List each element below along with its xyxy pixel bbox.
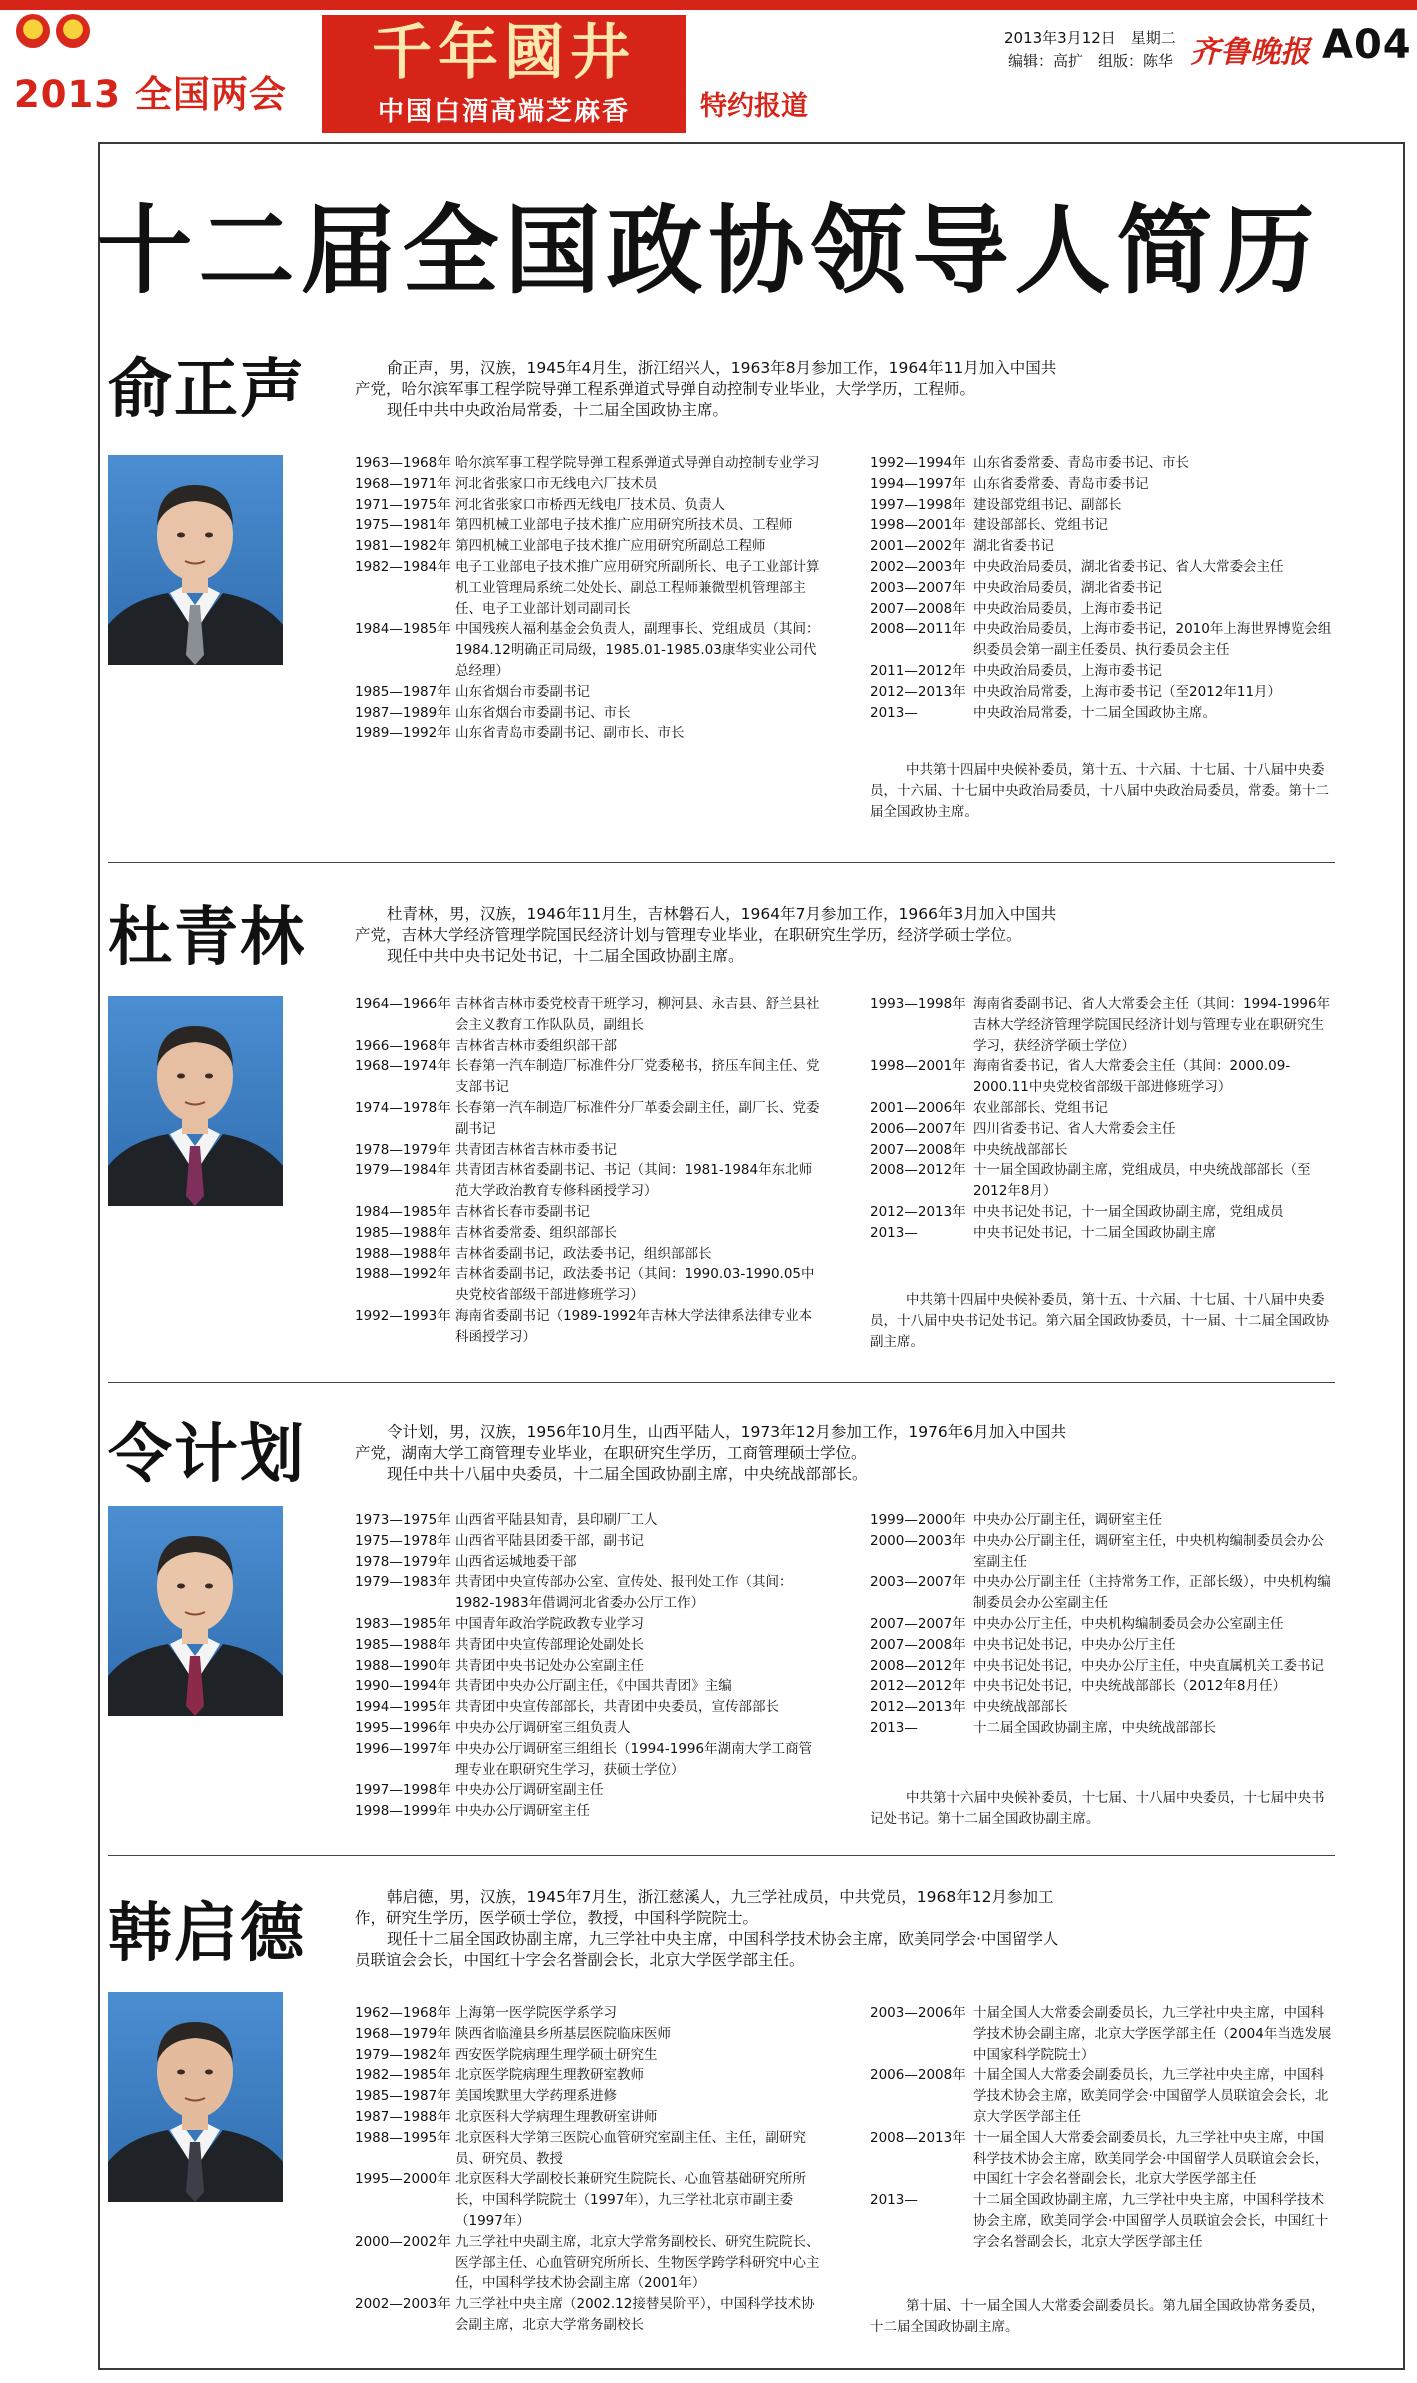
career-years: 1994—1997年	[870, 475, 966, 492]
career-description: 中央办公厅调研室三组负责人	[455, 1719, 631, 1736]
career-description: 吉林省委副书记，政法委书记，组织部部长	[455, 1245, 712, 1262]
issue-date: 2013年3月12日 星期二	[1004, 29, 1176, 47]
career-description: 山西省平陆县知青，县印刷厂工人	[455, 1512, 658, 1528]
career-description: 十二届全国政协副主席，九三学社中央主席，中国科学技术协会主席，欧美同学会·中国留学人员联谊会会长，中国红十字会名誉副会长，北京大学医学部主任	[973, 2192, 1329, 2250]
career-entry	[870, 453, 1335, 474]
career-years: 1975—1981年	[355, 517, 451, 534]
career-entry	[870, 2128, 1335, 2190]
career-description: 吉林省吉林市委组织部干部	[455, 1037, 617, 1054]
career-list-right	[870, 994, 1335, 1244]
career-description: 中国残疾人福利基金会负责人，副理事长、党组成员（其间：1984.12明确正司局级，1985.01-1985.03康华实业公司代总经理）	[455, 621, 820, 679]
career-years: 2006—2008年	[870, 2067, 966, 2084]
career-list-left	[355, 1510, 825, 1822]
career-description: 陕西省临潼县乡所基层医院临床医师	[455, 2025, 671, 2042]
national-emblem-icon	[16, 14, 50, 48]
portrait-photo	[108, 996, 283, 1206]
career-years: 2006—2007年	[870, 1120, 966, 1137]
career-entry	[355, 2065, 825, 2086]
career-years: 1979—1984年	[355, 1162, 451, 1179]
career-description: 中央政治局委员，湖北省委书记、省人大常委会主任	[973, 558, 1284, 575]
career-years: 1989—1992年	[355, 725, 451, 742]
career-entry	[870, 2003, 1335, 2065]
career-years: 1981—1982年	[355, 538, 451, 555]
editor-credits: 编辑：高扩 组版：陈华	[1008, 52, 1174, 70]
person-intro	[355, 1422, 1070, 1485]
career-entry	[355, 1098, 825, 1140]
career-entry	[355, 2024, 825, 2045]
career-years: 1994—1995年	[355, 1699, 451, 1716]
career-years: 1988—1988年	[355, 1245, 451, 1262]
career-years: 2003—2006年	[870, 2005, 966, 2021]
career-years: 2007—2008年	[870, 1141, 966, 1158]
special-report-label: 特约报道	[700, 91, 808, 122]
person-intro	[355, 358, 1070, 421]
career-entry	[355, 1552, 825, 1573]
career-description: 共青团吉林省吉林市委书记	[455, 1141, 617, 1158]
career-description: 中央政治局委员，上海市委书记	[973, 662, 1162, 679]
page-headline: 十二届全国政协领导人简历	[96, 195, 1321, 307]
career-description: 山东省烟台市委副书记、市长	[455, 704, 631, 721]
person-name: 杜青林	[108, 901, 306, 975]
intro-paragraph: 杜青林，男，汉族，1946年11月生，吉林磐石人，1964年7月参加工作，1966年3月加入中国共产党，吉林大学经济管理学院国民经济计划与管理专业毕业，在职研究生学历，经济学硕士学位。	[355, 905, 1057, 944]
career-entry	[355, 723, 825, 744]
career-description: 美国埃默里大学药理系进修	[455, 2088, 617, 2105]
career-description: 中国青年政治学院政教专业学习	[455, 1615, 644, 1632]
career-list-right	[870, 1510, 1335, 1739]
career-description: 共青团吉林省委副书记、书记（其间：1981-1984年东北师范大学政治教育专修科函授学习）	[455, 1162, 813, 1200]
top-red-band	[0, 0, 1417, 10]
page-number: A04	[1322, 22, 1412, 68]
person-name: 令计划	[108, 1418, 306, 1492]
career-years: 2003—2007年	[870, 579, 966, 596]
career-entry	[870, 1098, 1335, 1119]
advertisement-banner	[322, 15, 686, 133]
career-entry	[870, 474, 1335, 495]
career-entry	[355, 495, 825, 516]
career-years: 1993—1998年	[870, 996, 966, 1012]
career-description: 十二届全国政协副主席，中央统战部部长	[973, 1719, 1216, 1736]
career-description: 海南省委副书记、省人大常委会主任（其间：1994-1996年吉林大学经济管理学院国民经济计划与管理专业在职研究生学习，获经济学硕士学位）	[973, 996, 1331, 1054]
person-intro	[355, 904, 1070, 967]
section-title: 2013 全国两会	[14, 73, 287, 116]
career-years: 2013—	[870, 1224, 918, 1241]
career-entry	[870, 682, 1335, 703]
career-entry	[355, 1223, 825, 1244]
career-years: 2002—2003年	[355, 2296, 451, 2313]
portrait-photo	[108, 1992, 283, 2202]
career-years: 1996—1997年	[355, 1740, 451, 1757]
career-entry	[870, 1140, 1335, 1161]
career-entry	[355, 1656, 825, 1677]
career-years: 1975—1978年	[355, 1532, 451, 1549]
career-entry	[355, 994, 825, 1036]
career-entry	[870, 1572, 1335, 1614]
career-entry	[870, 578, 1335, 599]
career-years: 1974—1978年	[355, 1099, 451, 1116]
career-description: 北京医科大学第三医院心血管研究室副主任、主任，副研究员、研究员、教授	[455, 2129, 806, 2167]
career-entry	[870, 557, 1335, 578]
career-description: 中央政治局常委，十二届全国政协主席。	[973, 704, 1216, 721]
career-description: 四川省委书记、省人大常委会主任	[973, 1120, 1176, 1137]
career-entry	[870, 1718, 1335, 1739]
career-years: 1988—1990年	[355, 1657, 451, 1674]
career-years: 2008—2013年	[870, 2129, 966, 2146]
career-years: 1995—1996年	[355, 1719, 451, 1736]
career-years: 1985—1987年	[355, 683, 451, 700]
career-description: 共青团中央书记处办公室副主任	[455, 1657, 644, 1674]
career-entry	[355, 557, 825, 619]
career-entry	[355, 2086, 825, 2107]
career-description: 北京医学院病理生理教研室教师	[455, 2067, 644, 2084]
career-description: 中央统战部部长	[973, 1141, 1068, 1158]
career-entry	[870, 2190, 1335, 2252]
career-description: 山东省委常委、青岛市委书记、市长	[973, 455, 1189, 471]
career-entry	[355, 1306, 825, 1348]
career-description: 吉林省委副书记，政法委书记（其间：1990.03-1990.05中央党校省部级干部进修班学习）	[455, 1266, 815, 1304]
career-description: 河北省张家口市桥西无线电厂技术员、负责人	[455, 496, 725, 513]
career-years: 1979—1983年	[355, 1574, 451, 1591]
career-entry	[870, 994, 1335, 1056]
career-years: 1984—1985年	[355, 621, 451, 638]
career-years: 2013—	[870, 1719, 918, 1736]
career-description: 中央办公厅副主任，调研室主任，中央机构编制委员会办公室副主任	[973, 1532, 1324, 1570]
career-entry	[355, 2232, 825, 2294]
career-entry	[355, 2294, 825, 2336]
career-entry	[355, 1801, 825, 1822]
ad-brand: 千年國井	[372, 18, 636, 88]
career-description: 农业部部长、党组书记	[973, 1099, 1108, 1116]
intro-paragraph: 现任中共中央书记处书记，十二届全国政协副主席。	[387, 947, 744, 965]
career-description: 中央政治局委员，湖北省委书记	[973, 579, 1162, 596]
portrait-photo	[108, 455, 283, 665]
career-description: 共青团中央办公厅副主任，《中国共青团》主编	[455, 1678, 732, 1695]
career-description: 长春第一汽车制造厂标准件分厂革委会副主任，副厂长、党委副书记	[455, 1099, 820, 1137]
career-years: 1997—1998年	[870, 496, 966, 513]
career-entry	[870, 599, 1335, 620]
career-description: 建设部党组书记、副部长	[973, 496, 1122, 513]
career-entry	[355, 1614, 825, 1635]
career-description: 山西省运城地委干部	[455, 1553, 577, 1570]
career-years: 1971—1975年	[355, 496, 451, 513]
career-description: 西安医学院病理生理学硕士研究生	[455, 2046, 658, 2063]
career-description: 中央政治局常委，上海市委书记（至2012年11月）	[973, 683, 1282, 700]
career-years: 2012—2013年	[870, 1699, 966, 1716]
person-intro	[355, 1887, 1070, 1971]
career-entry	[355, 2107, 825, 2128]
career-description: 共青团中央宣传部理论处副处长	[455, 1636, 644, 1653]
career-entry	[870, 1656, 1335, 1677]
career-entry	[355, 1676, 825, 1697]
career-years: 2013—	[870, 704, 918, 721]
career-entry	[870, 495, 1335, 516]
career-entry	[355, 1531, 825, 1552]
career-description: 北京医科大学副校长兼研究生院院长、心血管基础研究所所长，中国科学院院士（1997年），九三学社北京市副主委（1997年）	[455, 2171, 806, 2229]
career-entry	[355, 1056, 825, 1098]
career-entry	[355, 1718, 825, 1739]
career-entry	[355, 1140, 825, 1161]
career-years: 1978—1979年	[355, 1141, 451, 1158]
career-description: 中央办公厅调研室三组组长（1994-1996年湖南大学工商管理专业在职研究生学习，获硕士学位）	[455, 1740, 813, 1778]
career-years: 1992—1993年	[355, 1307, 451, 1324]
career-description: 哈尔滨军事工程学院导弹工程系弹道式导弹自动控制专业学习	[455, 455, 820, 471]
career-entry	[870, 1676, 1335, 1697]
career-years: 1987—1988年	[355, 2108, 451, 2125]
career-entry	[870, 1119, 1335, 1140]
career-years: 2007—2008年	[870, 1636, 966, 1653]
career-description: 十一届全国人大常委会副委员长，九三学社中央主席，中国科学技术协会主席，欧美同学会·中国留学人员联谊会会长，中国红十字会名誉副会长，北京大学医学部主任	[973, 2129, 1329, 2188]
career-entry	[870, 1510, 1335, 1531]
career-description: 共青团中央宣传部部长，共青团中央委员，宣传部部长	[455, 1699, 779, 1716]
career-description: 上海第一医学院医学系学习	[455, 2005, 617, 2021]
career-years: 1978—1979年	[355, 1553, 451, 1570]
newspaper-name: 齐鲁晚报	[1190, 35, 1310, 70]
career-list-left	[355, 2003, 825, 2336]
career-years: 2012—2013年	[870, 683, 966, 700]
career-entry	[355, 2045, 825, 2066]
career-entry	[355, 1635, 825, 1656]
party-membership-summary: 中共第十四届中央候补委员，第十五、十六届、十七届、十八届中央委员，十八届中央书记处书记。第六届全国政协委员，十一届、十二届全国政协副主席。	[870, 1292, 1329, 1350]
career-entry	[355, 1739, 825, 1781]
career-years: 1968—1979年	[355, 2025, 451, 2042]
career-years: 1982—1985年	[355, 2067, 451, 2084]
career-description: 中央办公厅调研室主任	[455, 1803, 590, 1820]
career-description: 十届全国人大常委会副委员长，九三学社中央主席，中国科学技术协会副主席，北京大学医学部主任（2004年当选发展中国家科学院院士）	[973, 2005, 1332, 2063]
career-years: 2007—2007年	[870, 1615, 966, 1632]
career-years: 2008—2011年	[870, 621, 966, 638]
career-description: 山东省委常委、青岛市委书记	[973, 475, 1149, 492]
career-description: 中央政治局委员，上海市委书记	[973, 600, 1162, 617]
career-entry	[870, 1160, 1335, 1202]
career-description: 北京医科大学病理生理教研室讲师	[455, 2108, 658, 2125]
section-divider	[108, 862, 1335, 863]
career-years: 1985—1988年	[355, 1636, 451, 1653]
career-description: 中央办公厅副主任（主持常务工作，正部长级），中央机构编制委员会办公室副主任	[973, 1574, 1331, 1612]
career-description: 第四机械工业部电子技术推广应用研究所副总工程师	[455, 538, 766, 555]
career-years: 1984—1985年	[355, 1203, 451, 1220]
career-years: 2008—2012年	[870, 1657, 966, 1674]
career-description: 第四机械工业部电子技术推广应用研究所技术员、工程师	[455, 517, 793, 534]
career-entry	[870, 619, 1335, 661]
intro-paragraph: 韩启德，男，汉族，1945年7月生，浙江慈溪人，九三学社成员，中共党员，1968年12月参加工作，研究生学历，医学硕士学位，教授，中国科学院院士。	[355, 1888, 1054, 1927]
career-entry	[355, 1780, 825, 1801]
career-years: 2002—2003年	[870, 558, 966, 575]
career-list-left	[355, 994, 825, 1348]
career-description: 山东省烟台市委副书记	[455, 683, 590, 700]
career-years: 1988—1995年	[355, 2129, 451, 2146]
career-years: 1973—1975年	[355, 1512, 451, 1528]
career-years: 1962—1968年	[355, 2005, 451, 2021]
career-years: 2012—2012年	[870, 1678, 966, 1695]
career-entry	[870, 1202, 1335, 1223]
career-years: 1979—1982年	[355, 2046, 451, 2063]
career-years: 1999—2000年	[870, 1512, 966, 1528]
career-description: 中央办公厅调研室副主任	[455, 1782, 604, 1799]
career-entry	[355, 619, 825, 681]
career-years: 2008—2012年	[870, 1162, 966, 1179]
career-years: 2001—2002年	[870, 538, 966, 555]
career-description: 山东省青岛市委副书记、副市长、市长	[455, 725, 685, 742]
person-name: 韩启德	[108, 1897, 306, 1971]
career-years: 2011—2012年	[870, 662, 966, 679]
career-years: 1985—1988年	[355, 1224, 451, 1241]
career-entry	[355, 515, 825, 536]
career-list-right	[870, 453, 1335, 723]
party-membership-summary: 中共第十四届中央候补委员，第十五、十六届、十七届、十八届中央委员，十六届、十七届中央政治局委员，十八届中央政治局委员，常委。第十二届全国政协主席。	[870, 762, 1329, 820]
intro-paragraph: 俞正声，男，汉族，1945年4月生，浙江绍兴人，1963年8月参加工作，1964年11月加入中国共产党，哈尔滨军事工程学院导弹工程系弹道式导弹自动控制专业毕业，大学学历，工程师。	[355, 359, 1057, 398]
career-years: 1968—1974年	[355, 1058, 451, 1075]
career-description: 中央书记处书记，中央办公厅主任，中央直属机关工委书记	[973, 1657, 1324, 1674]
career-description: 海南省委副书记（1989-1992年吉林大学法律系法律专业本科函授学习）	[455, 1307, 813, 1345]
career-entry	[355, 474, 825, 495]
career-years: 1968—1971年	[355, 475, 451, 492]
career-entry	[870, 536, 1335, 557]
career-entry	[355, 2003, 825, 2024]
intro-paragraph: 令计划，男，汉族，1956年10月生，山西平陆人，1973年12月参加工作，1976年6月加入中国共产党，湖南大学工商管理专业毕业，在职研究生学历，工商管理硕士学位。	[355, 1423, 1067, 1462]
career-description: 十届全国人大常委会副委员长，九三学社中央主席，中国科学技术协会主席，欧美同学会·中国留学人员联谊会会长，北京大学医学部主任	[973, 2067, 1329, 2125]
intro-paragraph: 现任十二届全国政协副主席，九三学社中央主席，中国科学技术协会主席，欧美同学会·中国留学人员联谊会会长，中国红十字会名誉副会长，北京大学医学部主任。	[355, 1930, 1059, 1969]
career-entry	[355, 2128, 825, 2170]
career-entry	[355, 2169, 825, 2231]
career-entry	[355, 682, 825, 703]
career-entry	[870, 1531, 1335, 1573]
career-entry	[870, 1635, 1335, 1656]
career-description: 海南省委书记，省人大常委会主任（其间：2000.09-2000.11中央党校省部级干部进修班学习）	[973, 1058, 1291, 1096]
career-years: 2007—2008年	[870, 600, 966, 617]
career-description: 中央办公厅主任，中央机构编制委员会办公室副主任	[973, 1615, 1284, 1632]
career-years: 1995—2000年	[355, 2171, 451, 2188]
career-description: 河北省张家口市无线电六厂技术员	[455, 475, 658, 492]
career-entry	[870, 1697, 1335, 1718]
career-description: 吉林省长春市委副书记	[455, 1203, 590, 1220]
career-description: 九三学社中央主席（2002.12接替吴阶平），中国科学技术协会副主席，北京大学常务副校长	[455, 2296, 815, 2333]
career-description: 山西省平陆县团委干部，副书记	[455, 1532, 644, 1549]
career-entry	[355, 1572, 825, 1614]
career-years: 1998—2001年	[870, 517, 966, 534]
career-description: 中央办公厅副主任，调研室主任	[973, 1512, 1162, 1528]
party-membership-summary: 第十届、十一届全国人大常委会副委员长。第九届全国政协常务委员，十二届全国政协副主席。	[870, 2298, 1325, 2335]
career-years: 1963—1968年	[355, 455, 451, 471]
career-years: 2001—2006年	[870, 1099, 966, 1116]
intro-paragraph: 现任中共中央政治局常委，十二届全国政协主席。	[387, 401, 729, 419]
career-years: 2003—2007年	[870, 1574, 966, 1591]
career-description: 中央书记处书记，中央办公厅主任	[973, 1636, 1176, 1653]
career-list-right	[870, 2003, 1335, 2253]
npc-emblem-icon	[56, 14, 90, 48]
career-years: 1992—1994年	[870, 455, 966, 471]
career-entry	[355, 1036, 825, 1057]
career-description: 长春第一汽车制造厂标准件分厂党委秘书，挤压车间主任、党支部书记	[455, 1058, 820, 1096]
career-entry	[355, 703, 825, 724]
career-years: 2012—2013年	[870, 1203, 966, 1220]
career-description: 湖北省委书记	[973, 538, 1054, 555]
career-entry	[355, 1697, 825, 1718]
career-description: 吉林省委常委、组织部部长	[455, 1224, 617, 1241]
career-entry	[355, 1510, 825, 1531]
career-list-left	[355, 453, 825, 744]
career-years: 1985—1987年	[355, 2088, 451, 2105]
career-years: 2013—	[870, 2192, 918, 2209]
career-years: 2000—2002年	[355, 2233, 451, 2250]
career-entry	[870, 1614, 1335, 1635]
career-years: 1987—1989年	[355, 704, 451, 721]
career-description: 建设部部长、党组书记	[973, 517, 1108, 534]
career-years: 1998—2001年	[870, 1058, 966, 1075]
career-description: 电子工业部电子技术推广应用研究所副所长、电子工业部计算机工业管理局系统二处处长、副总工程师兼微型机管理部主任、电子工业部计划司副司长	[455, 558, 820, 617]
section-divider	[108, 1855, 1335, 1856]
career-description: 共青团中央宣传部办公室、宣传处、报刊处工作（其间：1982-1983年借调河北省委办公厅工作）	[455, 1574, 793, 1612]
career-entry	[355, 1202, 825, 1223]
career-entry	[355, 1244, 825, 1265]
career-entry	[870, 515, 1335, 536]
ad-slogan: 中国白酒高端芝麻香	[377, 97, 630, 127]
career-description: 十一届全国政协副主席，党组成员，中央统战部部长（至2012年8月）	[973, 1162, 1311, 1200]
career-years: 1990—1994年	[355, 1678, 451, 1695]
career-entry	[870, 661, 1335, 682]
career-entry	[355, 536, 825, 557]
portrait-photo	[108, 1506, 283, 1716]
career-years: 1964—1966年	[355, 996, 451, 1012]
career-entry	[870, 1056, 1335, 1098]
career-entry	[870, 703, 1335, 724]
party-membership-summary: 中共第十六届中央候补委员，十七届、十八届中央委员，十七届中央书记处书记。第十二届全国政协副主席。	[870, 1790, 1325, 1827]
career-years: 1966—1968年	[355, 1037, 451, 1054]
career-description: 九三学社中央副主席，北京大学常务副校长、研究生院院长、医学部主任、心血管研究所所长、生物医学跨学科研究中心主任，中国科学技术协会副主席（2001年）	[455, 2233, 820, 2292]
career-years: 2000—2003年	[870, 1532, 966, 1549]
person-name: 俞正声	[108, 353, 306, 427]
career-years: 1983—1985年	[355, 1615, 451, 1632]
career-description: 中央书记处书记，十二届全国政协副主席	[973, 1224, 1216, 1241]
career-years: 1982—1984年	[355, 558, 451, 575]
career-entry	[870, 1223, 1335, 1244]
career-description: 中央书记处书记，中央统战部部长（2012年8月任）	[973, 1678, 1286, 1695]
section-divider	[108, 1382, 1335, 1383]
career-description: 中央书记处书记，十一届全国政协副主席，党组成员	[973, 1203, 1284, 1220]
career-description: 吉林省吉林市委党校青干班学习，柳河县、永吉县、舒兰县社会主义教育工作队队员，副组长	[455, 996, 820, 1033]
career-entry	[355, 1264, 825, 1306]
career-description: 中央政治局委员，上海市委书记，2010年上海世界博览会组织委员会第一副主任委员、执行委员会主任	[973, 621, 1332, 659]
career-years: 1997—1998年	[355, 1782, 451, 1799]
career-years: 1988—1992年	[355, 1266, 451, 1283]
career-description: 中央统战部部长	[973, 1699, 1068, 1716]
career-years: 1998—1999年	[355, 1803, 451, 1820]
career-entry	[355, 1160, 825, 1202]
career-entry	[355, 453, 825, 474]
intro-paragraph: 现任中共十八届中央委员，十二届全国政协副主席，中央统战部部长。	[387, 1465, 868, 1483]
career-entry	[870, 2065, 1335, 2127]
